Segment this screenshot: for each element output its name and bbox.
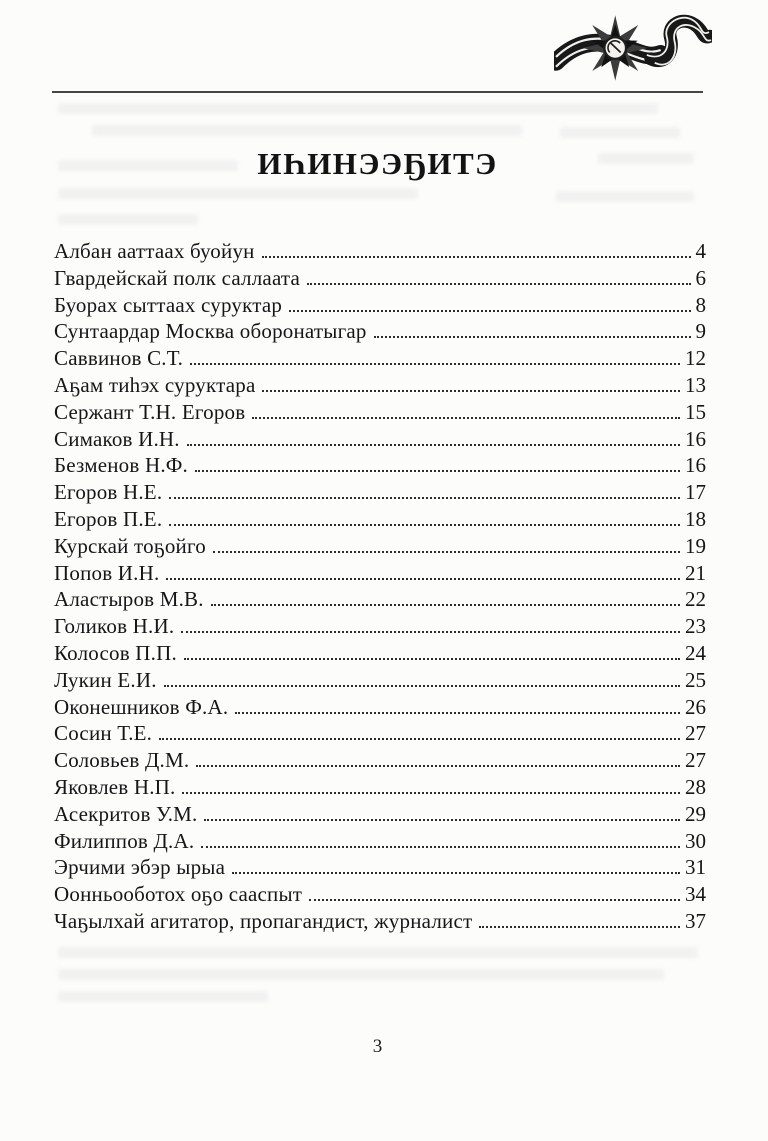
toc-entry-page: 29 [685,801,706,826]
dot-leader [190,363,680,365]
toc-entry-label: Буорах сыттаах суруктар [54,292,283,317]
dot-leader [164,685,680,687]
dot-leader [187,444,680,446]
dot-leader [232,872,680,874]
page-title: ИҺИНЭЭҔИТЭ [257,146,498,181]
toc-entry-page: 19 [685,533,706,558]
toc-list [54,238,706,935]
toc-entry-label: Лукин Е.И. [54,667,157,692]
toc-entry-page: 37 [685,908,706,933]
dot-leader [262,390,680,392]
toc-entry [54,640,706,667]
toc-entry-page: 17 [685,480,706,505]
toc-entry-label: Эрчими эбэр ырыа [54,855,226,880]
dot-leader [201,846,680,848]
header-rule [52,91,703,93]
dot-leader [195,470,680,472]
toc-entry [54,801,706,828]
toc-entry [54,533,706,560]
dot-leader [204,819,680,821]
toc-entry [54,908,706,935]
toc-entry [54,345,706,372]
toc-entry [54,828,706,855]
dot-leader [479,926,680,928]
bleedthrough-ghost [58,103,658,114]
toc-entry [54,881,706,908]
order-of-patriotic-war-medal-with-guards-ribbon-icon [554,4,712,94]
bleedthrough-ghost [58,969,664,980]
toc-entry-page: 16 [685,426,706,451]
dot-leader [307,283,690,285]
toc-entry [54,613,706,640]
toc-entry-label: Аластыров М.В. [54,587,204,612]
toc-entry-page: 27 [685,721,706,746]
toc-entry-label: Колосов П.П. [54,640,177,665]
toc-entry-page: 12 [685,346,706,371]
toc-entry [54,318,706,345]
dot-leader [374,336,691,338]
toc-entry-label: Безменов Н.Ф. [54,453,189,478]
toc-entry-label: Курскай тоҕойго [54,533,206,558]
toc-entry [54,399,706,426]
toc-entry-label: Оконешников Ф.А. [54,694,229,719]
toc-entry-page: 13 [685,372,706,397]
page-number: 3 [372,1036,383,1057]
dot-leader [289,310,690,312]
toc-entry [54,479,706,506]
toc-entry-page: 27 [685,748,706,773]
bleedthrough-ghost [58,214,198,225]
toc-entry-page: 8 [695,292,706,317]
toc-entry-label: Егоров П.Е. [54,506,163,531]
dot-leader [213,551,680,553]
bleedthrough-ghost [58,188,418,199]
dot-leader [309,899,680,901]
bleedthrough-ghost [58,991,268,1002]
toc-entry-label: Гвардейскай полк саллаата [54,265,301,290]
bleedthrough-ghost [58,947,698,958]
toc-entry-label: Аҕам тиһэх суруктара [54,372,256,397]
toc-entry-page: 18 [685,506,706,531]
toc-entry [54,560,706,587]
bleedthrough-ghost [560,127,680,138]
dot-leader [262,256,691,258]
toc-entry [54,292,706,319]
toc-entry [54,265,706,292]
toc-entry-label: Соловьев Д.М. [54,748,190,773]
toc-entry-label: Сунтаардар Москва оборонатыгар [54,319,367,344]
toc-entry-label: Сержант Т.Н. Егоров [54,399,246,424]
toc-entry [54,426,706,453]
toc-entry [54,586,706,613]
toc-entry [54,774,706,801]
toc-entry-label: Симаков И.Н. [54,426,180,451]
toc-entry-page: 24 [685,640,706,665]
toc-entry [54,720,706,747]
dot-leader [169,497,680,499]
toc-entry-label: Егоров Н.Е. [54,480,163,505]
toc-entry-page: 31 [685,855,706,880]
toc-entry-label: Асекритов У.М. [54,801,198,826]
toc-entry [54,452,706,479]
dot-leader [252,417,680,419]
dot-leader [196,765,680,767]
toc-entry-label: Яковлев Н.П. [54,774,176,799]
toc-entry-label: Филиппов Д.А. [54,828,195,853]
toc-entry-label: Попов И.Н. [54,560,160,585]
bleedthrough-ghost [556,191,694,202]
toc-entry-page: 34 [685,882,706,907]
toc-entry-label: Албан ааттаах буойун [54,239,255,263]
toc-entry [54,372,706,399]
toc-entry-page: 9 [695,319,706,344]
toc-entry-page: 6 [695,265,706,290]
dot-leader [181,631,680,633]
toc-entry [54,667,706,694]
toc-entry-page: 15 [685,399,706,424]
toc-entry-page: 22 [685,587,706,612]
bleedthrough-ghost [92,125,522,136]
toc-entry-page: 28 [685,774,706,799]
toc-entry-label: Оонньооботох оҕо сааспыт [54,882,303,907]
dot-leader [211,604,680,606]
dot-leader [159,738,680,740]
dot-leader [182,792,680,794]
toc-entry-page: 23 [685,614,706,639]
toc-entry-label: Сосин Т.Е. [54,721,153,746]
toc-entry-page: 4 [695,239,706,263]
toc-entry [54,747,706,774]
dot-leader [184,658,680,660]
dot-leader [235,712,680,714]
toc-entry-page: 25 [685,667,706,692]
toc-entry [54,854,706,881]
toc-entry-page: 16 [685,453,706,478]
toc-entry [54,506,706,533]
toc-entry [54,694,706,721]
toc-entry-page: 21 [685,560,706,585]
toc-entry-label: Голиков Н.И. [54,614,175,639]
dot-leader [166,578,680,580]
dot-leader [169,524,680,526]
toc-entry-label: Чаҕылхай агитатор, пропагандист, журналист [54,908,473,933]
toc-entry-page: 26 [685,694,706,719]
toc-entry [54,238,706,265]
toc-entry-page: 30 [685,828,706,853]
toc-entry-label: Саввинов С.Т. [54,346,184,371]
